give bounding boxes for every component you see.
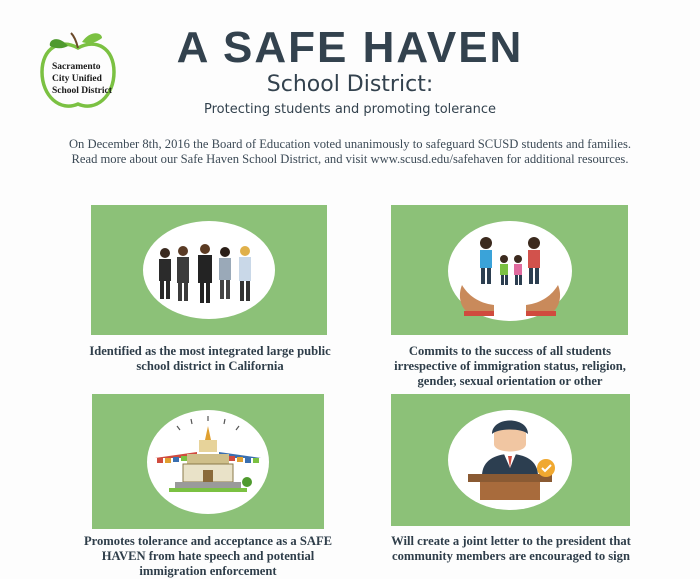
temple-icon [147, 410, 269, 514]
caption-joint-letter [356, 534, 666, 564]
caption-line: immigration enforcement [139, 564, 277, 578]
card-oval [147, 410, 269, 514]
card-oval [143, 221, 275, 319]
page-title: A SAFE HAVEN [176, 23, 524, 72]
caption-line: Promotes tolerance and acceptance as a SAFE [83, 534, 333, 548]
caption-integrated [60, 344, 360, 374]
intro-line2: Read more about our Safe Haven School District, and visit www.scusd.edu/safehaven for additional resources. [71, 152, 629, 166]
caption-line: Will create a joint letter to the president that [391, 534, 631, 548]
logo-text-line3: School District [52, 86, 112, 96]
caption-line: HAVEN from hate speech and potential [101, 549, 315, 563]
card-joint-letter [391, 394, 630, 526]
caption-line: Identified as the most integrated large public [89, 344, 331, 358]
page-tagline: Protecting students and promoting tolerance [204, 102, 496, 117]
card-oval [448, 221, 572, 321]
caption-line: irrespective of immigration status, religion, [394, 359, 626, 373]
card-oval [448, 410, 572, 510]
card-integrated [91, 205, 327, 335]
caption-line: Commits to the success of all students [408, 344, 612, 358]
diverse-people-icon [143, 221, 275, 319]
page-subtitle: School District: [266, 72, 434, 97]
intro-line1: On December 8th, 2016 the Board of Education voted unanimously to safeguard SCUSD students and families. [68, 137, 632, 151]
logo-text-line1: Sacramento [52, 62, 101, 72]
family-in-hands-icon [448, 221, 572, 321]
caption-commits [352, 344, 668, 389]
intro-text [20, 137, 680, 167]
card-tolerance [92, 394, 324, 529]
caption-line: community members are encouraged to sign [392, 549, 630, 563]
card-commits [391, 205, 628, 335]
caption-tolerance [60, 534, 356, 579]
caption-line: gender, sexual orientation or other [417, 374, 603, 388]
logo-text-line2: City Unified [52, 74, 102, 84]
speaker-at-podium-icon [448, 410, 572, 510]
caption-line: school district in California [136, 359, 284, 373]
